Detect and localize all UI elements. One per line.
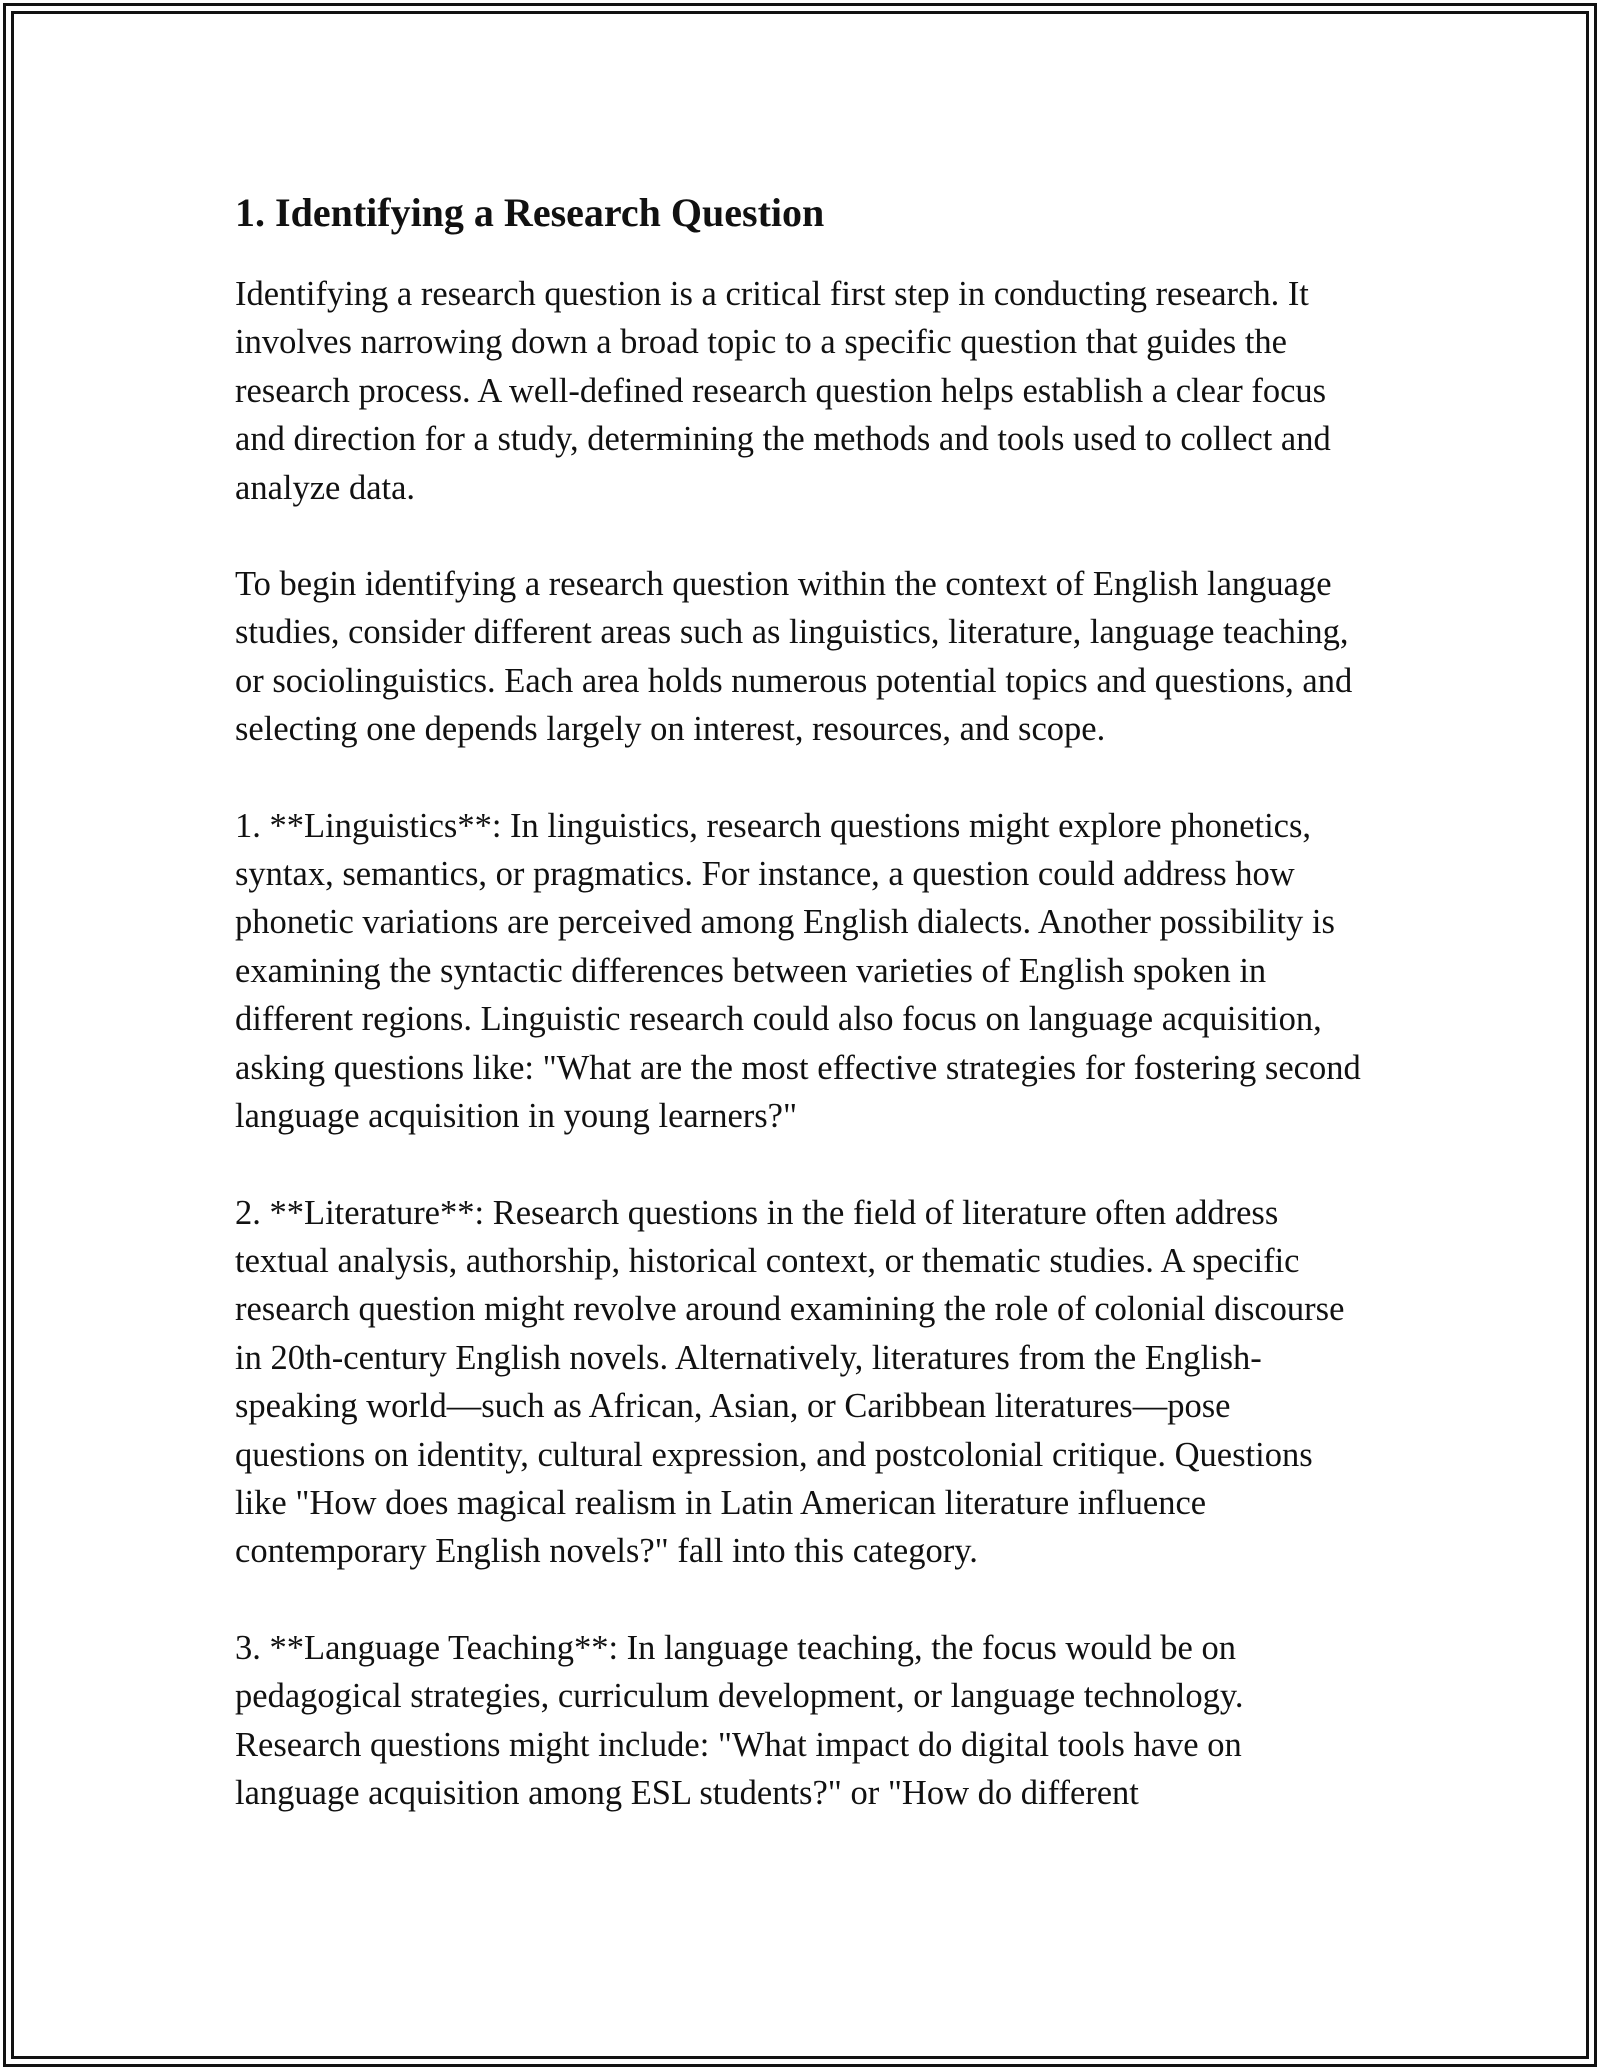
context-paragraph: To begin identifying a research question within the context of English language studies, consider different areas such as linguistics, literature, language teaching, or sociolinguistics. Each area holds numerous potential topics and questions, and selecting one depends largely on interest, resources, and scope. [235,565,1353,749]
literature-paragraph: 2. **Literature**: Research questions in the field of literature often address textual analysis, authorship, historical context, or thematic studies. A specific research question might revolve around examining the role of colonial discourse in 20th-century English novels. Alternatively, literatures from the English-speaking world—such as African, Asian, or Caribbean literatures—pose questions on identity, cultural expression, and postcolonial critique. Questions like "How does magical realism in Latin American literature influence contemporary English novels?" fall into this category. [235,1193,1345,1571]
section-title: 1. Identifying a Research Question [235,190,825,235]
intro-paragraph: Identifying a research question is a critical first step in conducting research. It involves narrowing down a broad topic to a specific question that guides the research process. A well-defined research question helps establish a clear focus and direction for a study, determining the methods and tools used to collect and analyze data. [235,275,1331,507]
language-teaching-paragraph: 3. **Language Teaching**: In language teaching, the focus would be on pedagogical strategies, curriculum development, or language technology. Research questions might include: "What impact do digital tools have on language acquisition among ESL students?" or "How do different [235,1628,1244,1812]
document-body [235,183,1365,1865]
linguistics-paragraph: 1. **Linguistics**: In linguistics, research questions might explore phonetics, syntax, semantics, or pragmatics. For instance, a question could address how phonetic variations are perceived among English dialects. Another possibility is examining the syntactic differences between varieties of English spoken in different regions. Linguistic research could also focus on language acquisition, asking questions like: "What are the most effective strategies for fostering second language acquisition in young learners?" [235,806,1361,1136]
